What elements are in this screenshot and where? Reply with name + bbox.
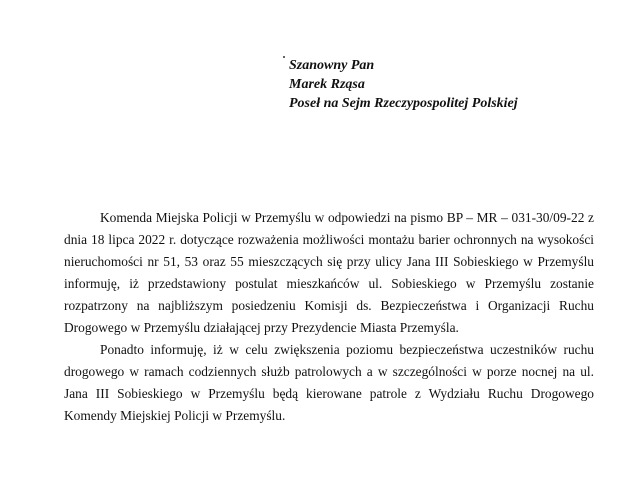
bullet-mark [283, 56, 285, 58]
addressee-block [289, 56, 518, 113]
body-paragraph-2: Ponadto informuję, iż w celu zwiększenia poziomu bezpieczeństwa uczestników ruchu drogowego w ramach codziennych służb patrolowych a w szczególności w porze nocnej na ul. Jana III Sobieskiego w Przemyślu będą kierowane patrole z Wydziału Ruchu Drogowego Komendy Miejskiej Policji w Przemyślu. [64, 342, 594, 423]
addressee-salutation: Szanowny Pan [289, 58, 375, 73]
body-paragraph-1: Komenda Miejska Policji w Przemyślu w odpowiedzi na pismo BP – MR – 031-30/09-22 z dnia 18 lipca 2022 r. dotyczące rozważenia możliwości montażu barier ochronnych na wysokości nieruchomości nr 51, 53 oraz 55 mieszczących się przy ulicy Jana III Sobieskiego w Przemyślu informuję, iż przedstawiony postulat mieszkańców ul. Sobieskiego w Przemyślu zostanie rozpatrzony na najbliższym posiedzeniu Komisji ds. Bezpieczeństwa i Organizacji Ruchu Drogowego w Przemyślu działającej przy Prezydencie Miasta Przemyśla. [64, 210, 594, 335]
addressee-title: Poseł na Sejm Rzeczypospolitej Polskiej [289, 96, 518, 111]
letter-body [64, 207, 594, 427]
addressee-name: Marek Rząsa [289, 77, 365, 92]
